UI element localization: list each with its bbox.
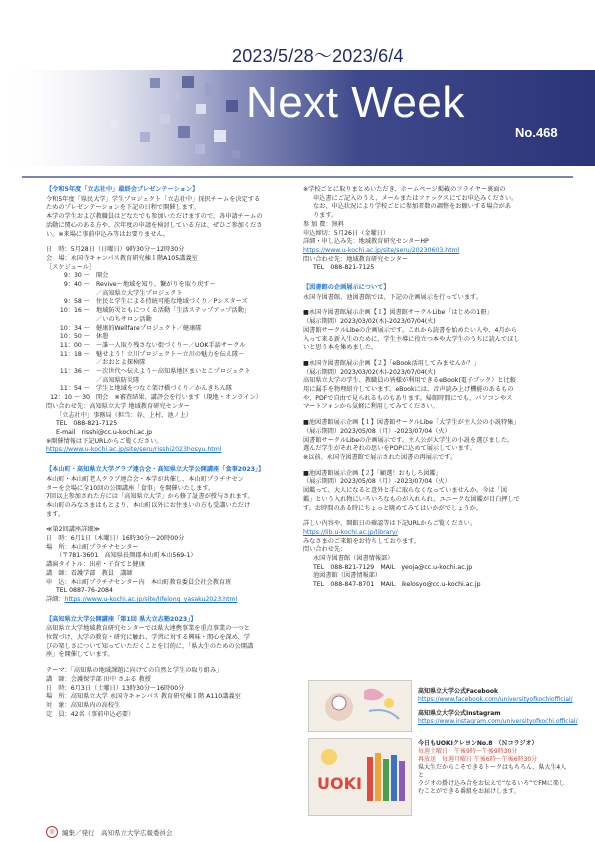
text-line: 本山町・本山町老人クラブ連合会・本学が共催し、本山町プラチナセン [46, 475, 244, 483]
text-line: 定 員：42名（事前申込必要） [46, 710, 135, 718]
event-place: 会 場：永国寺キャンパス教育研究棟１階A105講義室 [46, 254, 198, 262]
schedule-row [46, 298, 284, 307]
schedule-time [46, 290, 96, 299]
radio-crayon-illustration [308, 738, 412, 816]
schedule-desc: 休憩 [96, 333, 109, 341]
schedule-desc: 開会 [96, 272, 109, 280]
section-title: 【高知県立大学公開講座「第1回 県大立志塾2023」】 [46, 615, 197, 623]
text-line: ※以前、永国寺図書館で展示された図書の再展示です。 [303, 453, 457, 461]
text-line: ためのプレゼンテーションを下記の日程で開催します。 [46, 204, 200, 212]
text-line: ※学校ごとに取りまとめいただき、ホームページ掲載のフライヤー裏面の [303, 186, 506, 193]
contact-line: TEL 088-821-7125 [56, 420, 118, 428]
text-line: 講 師：看護学部 教員 講師 [46, 569, 133, 577]
text-line: TEL 0887-76-2084 [56, 587, 113, 595]
schedule-list [46, 272, 284, 403]
right-column [303, 186, 565, 590]
contact-tel: TEL 088-847-8701 MAIL ikelosyo@cc.u-kochi.ac.jp [313, 581, 481, 589]
footer-text: 編集／発行 高知県立大学広報委員会 [62, 828, 173, 837]
text-line: 申 込：本山町プラチナセンター内 本山町教育委員会社会教育班 [46, 578, 232, 586]
text-line: や、PDFで自由で見られるものもあります。帰館時間にでも、パソコンやス [303, 394, 513, 402]
text-line: 日 時：6月1日（木曜日）16時30分～20時00分 [46, 535, 185, 543]
contact-label: 問い合わせ先： [303, 546, 347, 554]
text-line: 高知県立大学の学生、教職員の皆様が利用できるeBook(電子ブック）と比較 [303, 377, 516, 385]
text-line: 対 象：高知県内の高校生 [46, 701, 121, 709]
radio-line: 毎週土曜日 午後9時～午後9時30分 [418, 748, 518, 755]
text-line: す。お時間のある時にちょっと眺めてみてはいかがでしょうか。 [303, 504, 482, 512]
text-line: （展示期間）2023/05/08（月）-2023/07/04（火） [303, 427, 451, 435]
radio-line: 再放送 毎週月曜日 午後6時～午後6時30分 [418, 756, 538, 763]
date-range: 2023/5/28～2023/6/4 [232, 46, 404, 66]
contact-tel: TEL 088-821-7125 [313, 264, 375, 272]
text-line: 講演タイトル：出産・子育てと健康 [46, 561, 145, 569]
schedule-time: 10：16 〜 [59, 307, 90, 315]
schedule-time: 9：58 〜 [63, 298, 90, 306]
contact-label: 問い合わせ先：高知県立大学 地域教育研究センター [46, 402, 191, 410]
text-line: なお、申込状況により学校ごとに参加者数の調整をお願いする場合があ [313, 203, 511, 211]
text-line: 図鑑って、大人になると意外と手に取らなくなっていませんか。今は「図 [303, 487, 508, 495]
detail-label: 詳細： [46, 595, 65, 603]
schedule-time: 11：54 〜 [59, 385, 90, 393]
section-title: 【令和5年度「立志社中」最終会プレゼンテーション】 [46, 186, 199, 193]
text-line: 場 所：高知県立大学 永国寺キャンパス 教育研究棟１階 A110講義室 [46, 693, 241, 701]
schedule-row [46, 359, 284, 368]
text-line: （〒781-3601 高知県長岡郡本山町本山569-1） [56, 552, 197, 560]
seminar-link[interactable]: https://www.u-kochi.ac.jp/site/seru/20230603.html [303, 246, 460, 254]
radio-line: 県大生だからこそできるトークはもちろん、県大生4人と [418, 764, 567, 779]
text-line: 令和5年度「県民大学」学生プロジェクト「立志社中」採択チームを決定する [46, 195, 261, 203]
event-date: 日 時：5月28日（日曜日）9時30分～12時30分 [46, 246, 185, 254]
schedule-desc: 地域防災ともにつくる活動「生活ステップアップ活動」 [96, 307, 251, 315]
text-line: （展示期間）2023/03/02(木)-2023/07/04(火) [303, 368, 436, 376]
text-line: 本山町のみなさまはもとより、本山町以外にお住まいの方も受講いただけ [46, 501, 251, 509]
schedule-desc: Revive〜地域を知り、繋がりを取り戻す〜 [96, 281, 216, 289]
contact-line: E-mail risshi@cc.u-kochi.ac.jp [56, 428, 153, 436]
contact-tel: TEL 088-821-7129 MAIL yeoja@cc.u-kochi.ac.jp [313, 563, 473, 571]
schedule-row [46, 281, 284, 290]
text-line: 用に漏手を物理紹介しています。eBookには、音声読み上げ機能のあるもの [303, 386, 514, 394]
facebook-link[interactable]: https://www.facebook.com/universityofkochiofficial/ [418, 696, 573, 703]
exhibit-head: ■永国寺図書館展示企画【２】「eBook活用してみませんか？」 [303, 359, 480, 367]
text-line: 申込書にご記入のうえ、メールまたはファックスにてお申込みください。 [313, 194, 518, 202]
schedule-row [46, 307, 284, 316]
exhibit-item [303, 470, 565, 514]
contact-name: 永国寺図書館（図書情報部） [313, 555, 394, 563]
text-line: テーマ：「高知県の地域課題に向けての自然と学生の取り組み」 [46, 667, 223, 675]
schedule-desc: 〜次世代へ伝えよう〜高知県地区まいとこプロジェクト [96, 368, 251, 376]
exhibit-item [303, 419, 565, 463]
text-line: 本学の学生および教職員はどなたでも参加いただけますので、各申請チームの [46, 213, 263, 221]
header-title: Next Week [246, 78, 465, 127]
schedule-row [46, 272, 284, 281]
text-line: 入って来る新入生のために、学生主導に役立つ本や大学生のうちに読んでほし [303, 335, 520, 343]
text-line: 図書館サークルLibeの企画展示です。これから読書を始めたい人や、4月から [303, 326, 518, 334]
radio-title: 今日もUOKIクレヨンNo.8 （Ｎコラジオ） [418, 740, 538, 747]
text-line: （展示期間）2023/05/08（月）-2023/07/04（火） [303, 478, 451, 486]
radio-info [418, 740, 568, 796]
contact-name: 池図書館（図書情報部） [313, 572, 382, 580]
schedule-desc: ／おおとよ探検隊 [96, 359, 146, 367]
text-line: 鑑」という入れ物にいろいろなものが入れられ、ユニークな図鑑が目白押しで [303, 495, 520, 503]
library-link[interactable]: https://lib.u-kochi.ac.jp/library/ [303, 528, 398, 536]
text-line: 参 加 費：無料 [303, 220, 345, 228]
section-continued [303, 186, 565, 273]
text-line: みなさまのご来館をお待ちしております。 [303, 537, 421, 545]
text-line: （展示期間）2023/03/02(木)-2023/07/04(火) [303, 318, 436, 326]
text-line: 詳細・申し込み先：地域教育研究センターHP [303, 238, 429, 246]
section-kendai [46, 616, 284, 720]
text-line: 7回以上参加された方には「高知県立大学」から修了証書が授与されます。 [46, 493, 254, 501]
schedule-time: 12：10 〜 30 [50, 394, 90, 402]
facebook-title: 高知県立大学公式Facebook [418, 688, 498, 695]
section-risshi [46, 186, 284, 455]
text-line: 高知県立大学地域教育研究センターでは県大連携事業を重点事業の一つと [46, 625, 250, 633]
schedule-desc: 〜誰一人取り残さない街づくり〜／UOK手話サークル [96, 341, 246, 349]
section-title: 【本山町・高知県立大学グラブ連合会・高知県立大学公開講座「食事2023」】 [46, 466, 265, 474]
section-library [303, 284, 565, 590]
instagram-title: 高知県立大学公式Instagram [418, 710, 501, 717]
contact-line: 「立志社中」事務局（担当：谷、上村、池ノ上） [56, 411, 193, 419]
radio-line: むことができる番組をお届けします。 [418, 788, 520, 795]
text-line: いと思う本を集めました。 [303, 344, 378, 352]
text-line: 位置づけ、大学の教育・研究に触れ、学習に対する興味・関心を深め、学 [46, 634, 251, 642]
risshi-link[interactable]: https://www.u-kochi.ac.jp/site/seru/risshi2023hosyu.html [46, 446, 222, 454]
schedule-time [46, 316, 96, 325]
exhibit-item [303, 360, 565, 412]
next-label: ≪第2回講座詳細≫ [46, 526, 101, 534]
risshi-intro [46, 196, 284, 240]
text-line: ます。 [46, 510, 65, 518]
text-line: い。※来場に事前申込み等はお要りません。 [46, 230, 170, 238]
schedule-time [46, 359, 96, 368]
header-divider [22, 176, 573, 178]
note-line: ※開催情報は下記URLからご覧ください。 [46, 437, 163, 445]
schedule-row [46, 385, 284, 394]
exhibit-head: ■池図書館展示企画【１】図書館サークルLibe「大学生が主人公の小説特集」 [303, 419, 520, 427]
footer [46, 826, 173, 838]
schedule-desc: 健康的Wellfareプロジェクト／健康隊 [96, 324, 202, 332]
text-line: 申込締切：5月26日（金曜日） [303, 229, 390, 237]
schedule-time: 10：50 〜 [59, 333, 90, 341]
radio-line: ラジオの掛け込み合をお伝えで“なるいろ”でFMに楽し [418, 780, 565, 787]
schedule-desc: 魅せよう！立川プロジェクト〜立川の魅力を伝え隊〜 [96, 350, 245, 358]
schedule-time: 10：34 〜 [59, 324, 90, 332]
contact-label: 問い合わせ先：地域教育研究センター [303, 255, 408, 263]
schedule-desc: ／高知県防災隊 [96, 376, 140, 384]
schedule-desc: ／高知県立大学生プロジェクト [96, 289, 183, 297]
schedule-desc: 閉会 ※審査結果、講評会を行います（現地・オンライン） [96, 394, 262, 402]
schedule-desc: ／いのちサロン活動 [96, 315, 152, 323]
text-line: びの楽しさについて知っていただくことを目的に、「県大生のための公開講 [46, 642, 254, 650]
schedule-row [46, 342, 284, 351]
text-line: 座」を開催しています。 [46, 651, 114, 659]
sns-illustration [308, 680, 412, 732]
schedule-row [46, 316, 284, 325]
schedule-desc: 学生と地域をつなぐ架け橋づくり／かんきちん隊 [96, 385, 233, 393]
text-line: マートフォンから気軽に利用してみてください。 [303, 403, 439, 411]
schedule-time: 11：36 〜 [59, 368, 90, 376]
text-line: 場 所：本山町プラチナセンター [46, 543, 139, 551]
section-title: 【図書館の企画展示について】 [303, 284, 390, 292]
instagram-link[interactable]: https://www.instagram.com/universityofkochi.official/ [418, 718, 578, 725]
text-line: ります。 [313, 212, 338, 220]
text-line: 永国寺図書館、池図書館では、下記の企画展示を行っています。 [303, 293, 482, 301]
exhibit-head: ■池図書館展示企画【２】「顧選！おもしろ図鑑」 [303, 469, 442, 477]
lifelong-link[interactable]: https://www.u-kochi.ac.jp/site/lifelong_yasaku2023.html [64, 595, 238, 603]
schedule-row [46, 368, 284, 377]
schedule-row [46, 325, 284, 334]
issue-number: No.468 [515, 125, 558, 140]
uoki-mark: UOKI [317, 774, 362, 793]
text-line: ターを会場に全10回の公開講座「食事」を開催いたします。 [46, 484, 215, 492]
schedule-time: 11：18 〜 [59, 350, 90, 358]
schedule-time: 11：00 〜 [59, 341, 90, 349]
schedule-time: 9：30 〜 [63, 272, 90, 280]
text-line: 活動に関心のある方や、次年度の申請を検討している方は、ぜひご参加くださ [46, 221, 263, 229]
schedule-row [46, 394, 284, 403]
sns-facebook [418, 688, 573, 704]
text-line: 詳しい内容や、開館日の確認等は下記URLからご覧ください。 [303, 520, 477, 528]
schedule-row [46, 351, 284, 360]
schedule-time [46, 377, 96, 386]
schedule-time: 9：40 〜 [63, 281, 90, 289]
section-motoyama [46, 466, 284, 605]
text-line: 日 時：6月3日（土曜日）13時30分～16時00分 [46, 684, 185, 692]
text-line: 図書館サークルLibeの企画展示です。主人公が大学生の小説を選びました。 [303, 436, 514, 444]
schedule-label: ［スケジュール］ [46, 263, 96, 271]
text-line: 選んだ学生がそれぞれの思いをPOPに込めて展示しています。 [303, 445, 476, 453]
text-line: 講 師：会護保学部 田中 さふる 教授 [46, 675, 151, 683]
university-logo-icon: ◎ [46, 826, 58, 838]
exhibit-item [303, 309, 565, 353]
schedule-row [46, 333, 284, 342]
sns-instagram [418, 710, 578, 726]
left-column [46, 186, 284, 719]
schedule-desc: 住民と学生による持続可能な地域づくり／Pシスターズ [96, 298, 248, 306]
exhibit-head: ■永国寺図書館展示企画【１】図書館サークルLibe「はじめの1冊」 [303, 309, 493, 317]
